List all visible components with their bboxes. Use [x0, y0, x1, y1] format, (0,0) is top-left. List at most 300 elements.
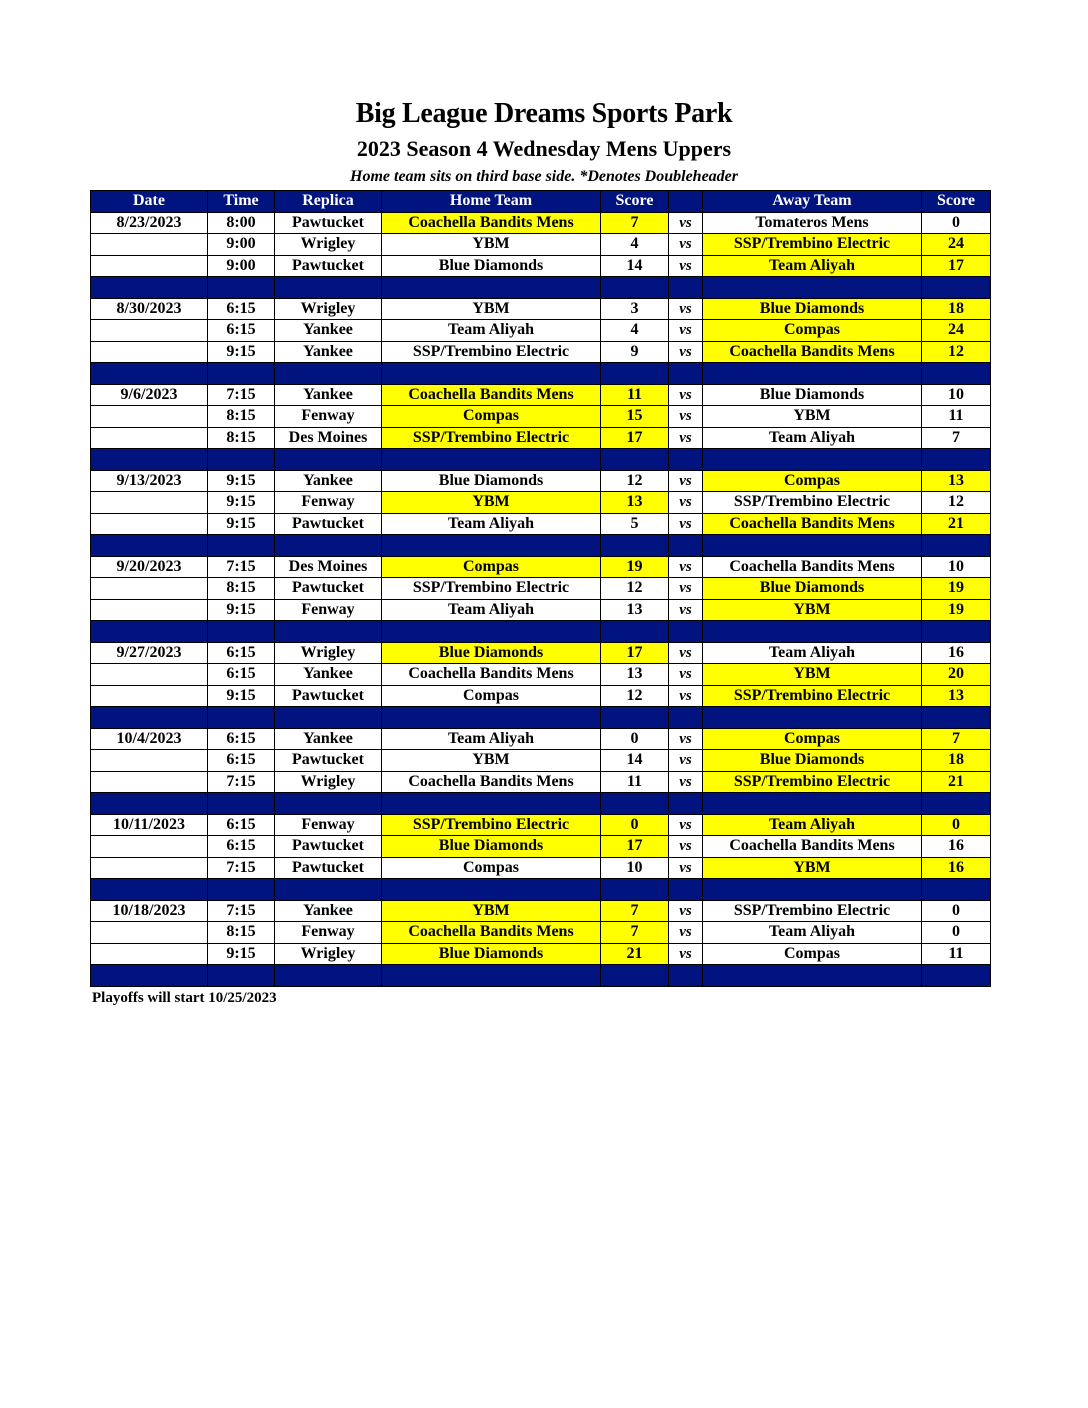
home-team: YBM [382, 900, 601, 922]
game-replica-field: Fenway [275, 599, 382, 621]
separator-cell [601, 879, 669, 901]
game-time: 6:15 [208, 728, 275, 750]
game-time: 9:15 [208, 513, 275, 535]
game-replica-field: Yankee [275, 900, 382, 922]
separator-cell [275, 707, 382, 729]
game-replica-field: Yankee [275, 341, 382, 363]
game-replica-field: Fenway [275, 406, 382, 428]
separator-cell [382, 449, 601, 471]
home-team: Coachella Bandits Mens [382, 664, 601, 686]
game-replica-field: Yankee [275, 470, 382, 492]
vs-label: vs [669, 255, 703, 277]
game-row [91, 685, 991, 707]
vs-label: vs [669, 664, 703, 686]
vs-label: vs [669, 900, 703, 922]
vs-label: vs [669, 341, 703, 363]
home-score: 9 [601, 341, 669, 363]
away-team: Team Aliyah [703, 642, 922, 664]
game-time: 6:15 [208, 750, 275, 772]
home-score: 15 [601, 406, 669, 428]
away-score: 12 [922, 341, 991, 363]
vs-label: vs [669, 212, 703, 234]
game-time: 6:15 [208, 664, 275, 686]
game-row [91, 642, 991, 664]
game-date: 10/18/2023 [91, 900, 208, 922]
game-date [91, 943, 208, 965]
home-team: YBM [382, 234, 601, 256]
away-score: 19 [922, 578, 991, 600]
vs-label: vs [669, 642, 703, 664]
game-replica-field: Pawtucket [275, 212, 382, 234]
separator-cell [91, 449, 208, 471]
game-row [91, 320, 991, 342]
home-score: 4 [601, 234, 669, 256]
away-score: 0 [922, 900, 991, 922]
separator-cell [669, 793, 703, 815]
vs-label: vs [669, 836, 703, 858]
game-row [91, 298, 991, 320]
home-score: 11 [601, 771, 669, 793]
home-score: 17 [601, 836, 669, 858]
separator-cell [382, 879, 601, 901]
game-time: 9:00 [208, 234, 275, 256]
home-score: 5 [601, 513, 669, 535]
away-score: 24 [922, 320, 991, 342]
away-score: 0 [922, 212, 991, 234]
vs-label: vs [669, 750, 703, 772]
separator-cell [91, 363, 208, 385]
separator-cell [922, 621, 991, 643]
game-replica-field: Des Moines [275, 427, 382, 449]
game-date: 8/30/2023 [91, 298, 208, 320]
home-score: 12 [601, 685, 669, 707]
game-replica-field: Pawtucket [275, 685, 382, 707]
game-date: 9/20/2023 [91, 556, 208, 578]
game-time: 8:15 [208, 578, 275, 600]
game-replica-field: Wrigley [275, 642, 382, 664]
separator-cell [922, 879, 991, 901]
home-score: 19 [601, 556, 669, 578]
game-time: 9:15 [208, 470, 275, 492]
game-time: 6:15 [208, 298, 275, 320]
col-header-vs [669, 191, 703, 213]
home-score: 0 [601, 814, 669, 836]
separator-cell [922, 277, 991, 299]
away-team: Compas [703, 470, 922, 492]
col-header-away-score: Score [922, 191, 991, 213]
game-replica-field: Wrigley [275, 234, 382, 256]
home-team: Team Aliyah [382, 513, 601, 535]
col-header-away-team: Away Team [703, 191, 922, 213]
game-row [91, 814, 991, 836]
game-date: 9/13/2023 [91, 470, 208, 492]
schedule-body [91, 212, 991, 986]
separator-cell [91, 621, 208, 643]
separator-cell [275, 621, 382, 643]
game-row [91, 427, 991, 449]
away-team: SSP/Trembino Electric [703, 685, 922, 707]
home-team: Blue Diamonds [382, 943, 601, 965]
game-time: 9:15 [208, 599, 275, 621]
game-row [91, 836, 991, 858]
game-time: 7:15 [208, 771, 275, 793]
home-score: 12 [601, 578, 669, 600]
away-team: YBM [703, 406, 922, 428]
vs-label: vs [669, 298, 703, 320]
away-score: 13 [922, 470, 991, 492]
away-score: 7 [922, 728, 991, 750]
game-time: 8:15 [208, 406, 275, 428]
home-score: 3 [601, 298, 669, 320]
home-score: 11 [601, 384, 669, 406]
separator-cell [208, 363, 275, 385]
separator-cell [91, 965, 208, 987]
separator-cell [922, 535, 991, 557]
game-date: 9/27/2023 [91, 642, 208, 664]
game-date [91, 771, 208, 793]
separator-cell [275, 277, 382, 299]
away-team: YBM [703, 599, 922, 621]
week-separator-row [91, 793, 991, 815]
away-team: Coachella Bandits Mens [703, 556, 922, 578]
vs-label: vs [669, 234, 703, 256]
week-separator-row [91, 965, 991, 987]
separator-cell [275, 793, 382, 815]
away-score: 0 [922, 922, 991, 944]
col-header-home-score: Score [601, 191, 669, 213]
separator-cell [703, 707, 922, 729]
game-time: 9:15 [208, 341, 275, 363]
home-team: Team Aliyah [382, 320, 601, 342]
separator-cell [91, 535, 208, 557]
separator-cell [275, 879, 382, 901]
away-team: Compas [703, 728, 922, 750]
vs-label: vs [669, 320, 703, 342]
separator-cell [601, 277, 669, 299]
game-time: 7:15 [208, 857, 275, 879]
game-replica-field: Wrigley [275, 298, 382, 320]
separator-cell [669, 449, 703, 471]
separator-cell [703, 363, 922, 385]
home-score: 17 [601, 642, 669, 664]
week-separator-row [91, 879, 991, 901]
separator-cell [669, 363, 703, 385]
game-row [91, 750, 991, 772]
game-row [91, 406, 991, 428]
game-replica-field: Fenway [275, 922, 382, 944]
week-separator-row [91, 277, 991, 299]
separator-cell [703, 793, 922, 815]
away-score: 16 [922, 642, 991, 664]
away-team: Coachella Bandits Mens [703, 836, 922, 858]
game-time: 7:15 [208, 384, 275, 406]
home-team: Coachella Bandits Mens [382, 384, 601, 406]
col-header-home-team: Home Team [382, 191, 601, 213]
away-team: Compas [703, 320, 922, 342]
page-subtitle: 2023 Season 4 Wednesday Mens Uppers [356, 136, 732, 161]
separator-cell [922, 449, 991, 471]
away-team: Team Aliyah [703, 255, 922, 277]
away-score: 18 [922, 750, 991, 772]
separator-cell [703, 277, 922, 299]
away-team: SSP/Trembino Electric [703, 234, 922, 256]
separator-cell [275, 449, 382, 471]
away-team: Team Aliyah [703, 814, 922, 836]
away-score: 0 [922, 814, 991, 836]
vs-label: vs [669, 814, 703, 836]
game-time: 8:00 [208, 212, 275, 234]
home-team: YBM [382, 298, 601, 320]
home-team: Coachella Bandits Mens [382, 212, 601, 234]
home-team: Blue Diamonds [382, 470, 601, 492]
game-date [91, 750, 208, 772]
away-score: 16 [922, 857, 991, 879]
home-team: Coachella Bandits Mens [382, 922, 601, 944]
game-replica-field: Wrigley [275, 771, 382, 793]
home-team: Compas [382, 406, 601, 428]
game-time: 9:15 [208, 943, 275, 965]
vs-label: vs [669, 578, 703, 600]
game-date [91, 513, 208, 535]
away-score: 10 [922, 556, 991, 578]
vs-label: vs [669, 685, 703, 707]
separator-cell [382, 621, 601, 643]
home-team: Blue Diamonds [382, 642, 601, 664]
game-date [91, 922, 208, 944]
separator-cell [382, 277, 601, 299]
home-team: YBM [382, 492, 601, 514]
home-team: Blue Diamonds [382, 255, 601, 277]
game-replica-field: Pawtucket [275, 836, 382, 858]
separator-cell [601, 535, 669, 557]
week-separator-row [91, 621, 991, 643]
separator-cell [208, 449, 275, 471]
game-date [91, 857, 208, 879]
home-team: Team Aliyah [382, 599, 601, 621]
game-row [91, 384, 991, 406]
game-time: 6:15 [208, 642, 275, 664]
away-score: 11 [922, 406, 991, 428]
game-time: 6:15 [208, 836, 275, 858]
away-team: SSP/Trembino Electric [703, 900, 922, 922]
vs-label: vs [669, 470, 703, 492]
home-score: 17 [601, 427, 669, 449]
away-team: Compas [703, 943, 922, 965]
separator-cell [669, 621, 703, 643]
separator-cell [382, 535, 601, 557]
separator-cell [669, 707, 703, 729]
away-team: Coachella Bandits Mens [703, 341, 922, 363]
game-row [91, 556, 991, 578]
game-replica-field: Wrigley [275, 943, 382, 965]
game-replica-field: Yankee [275, 320, 382, 342]
vs-label: vs [669, 492, 703, 514]
game-date: 9/6/2023 [91, 384, 208, 406]
away-score: 10 [922, 384, 991, 406]
game-date [91, 492, 208, 514]
separator-cell [922, 793, 991, 815]
game-row [91, 255, 991, 277]
separator-cell [669, 277, 703, 299]
separator-cell [601, 707, 669, 729]
home-team-note: Home team sits on third base side. *Denotes Doubleheader [350, 168, 738, 185]
away-score: 16 [922, 836, 991, 858]
separator-cell [703, 535, 922, 557]
game-date [91, 406, 208, 428]
separator-cell [601, 965, 669, 987]
game-row [91, 234, 991, 256]
separator-cell [922, 707, 991, 729]
game-replica-field: Pawtucket [275, 578, 382, 600]
vs-label: vs [669, 556, 703, 578]
game-row [91, 513, 991, 535]
home-team: Coachella Bandits Mens [382, 771, 601, 793]
game-replica-field: Pawtucket [275, 857, 382, 879]
game-date [91, 320, 208, 342]
game-row [91, 470, 991, 492]
col-header-time: Time [208, 191, 275, 213]
separator-cell [208, 793, 275, 815]
separator-cell [382, 965, 601, 987]
vs-label: vs [669, 771, 703, 793]
away-team: YBM [703, 857, 922, 879]
game-replica-field: Yankee [275, 664, 382, 686]
game-replica-field: Pawtucket [275, 255, 382, 277]
away-score: 13 [922, 685, 991, 707]
vs-label: vs [669, 513, 703, 535]
separator-cell [601, 449, 669, 471]
separator-cell [275, 363, 382, 385]
game-time: 6:15 [208, 320, 275, 342]
separator-cell [208, 965, 275, 987]
away-team: Blue Diamonds [703, 384, 922, 406]
home-team: SSP/Trembino Electric [382, 814, 601, 836]
away-score: 12 [922, 492, 991, 514]
game-replica-field: Pawtucket [275, 750, 382, 772]
home-score: 12 [601, 470, 669, 492]
game-time: 9:15 [208, 492, 275, 514]
game-date [91, 664, 208, 686]
game-time: 8:15 [208, 922, 275, 944]
away-score: 19 [922, 599, 991, 621]
game-date: 10/11/2023 [91, 814, 208, 836]
game-date [91, 578, 208, 600]
col-header-date: Date [91, 191, 208, 213]
vs-label: vs [669, 406, 703, 428]
game-row [91, 492, 991, 514]
game-date [91, 234, 208, 256]
home-team: SSP/Trembino Electric [382, 427, 601, 449]
game-date [91, 255, 208, 277]
separator-cell [208, 707, 275, 729]
away-team: Blue Diamonds [703, 750, 922, 772]
vs-label: vs [669, 728, 703, 750]
away-score: 21 [922, 771, 991, 793]
separator-cell [669, 535, 703, 557]
separator-cell [703, 449, 922, 471]
game-time: 7:15 [208, 556, 275, 578]
vs-label: vs [669, 922, 703, 944]
home-team: Blue Diamonds [382, 836, 601, 858]
home-score: 21 [601, 943, 669, 965]
col-header-replica: Replica [275, 191, 382, 213]
home-score: 10 [601, 857, 669, 879]
separator-cell [669, 879, 703, 901]
away-team: Team Aliyah [703, 922, 922, 944]
game-row [91, 900, 991, 922]
away-score: 24 [922, 234, 991, 256]
game-row [91, 212, 991, 234]
schedule-table [90, 190, 991, 987]
separator-cell [382, 793, 601, 815]
separator-cell [208, 879, 275, 901]
away-team: YBM [703, 664, 922, 686]
game-date: 10/4/2023 [91, 728, 208, 750]
home-score: 7 [601, 922, 669, 944]
home-team: Compas [382, 556, 601, 578]
game-time: 9:00 [208, 255, 275, 277]
vs-label: vs [669, 427, 703, 449]
home-team: Team Aliyah [382, 728, 601, 750]
game-replica-field: Des Moines [275, 556, 382, 578]
separator-cell [382, 707, 601, 729]
game-row [91, 922, 991, 944]
separator-cell [91, 707, 208, 729]
game-row [91, 599, 991, 621]
away-score: 11 [922, 943, 991, 965]
home-team: Compas [382, 857, 601, 879]
separator-cell [703, 879, 922, 901]
game-row [91, 578, 991, 600]
home-score: 7 [601, 212, 669, 234]
separator-cell [703, 965, 922, 987]
separator-cell [275, 535, 382, 557]
week-separator-row [91, 535, 991, 557]
playoffs-note: Playoffs will start 10/25/2023 [92, 990, 277, 1006]
game-date: 8/23/2023 [91, 212, 208, 234]
separator-cell [91, 277, 208, 299]
separator-cell [601, 793, 669, 815]
game-date [91, 427, 208, 449]
vs-label: vs [669, 943, 703, 965]
vs-label: vs [669, 857, 703, 879]
home-score: 0 [601, 728, 669, 750]
separator-cell [208, 277, 275, 299]
game-replica-field: Yankee [275, 728, 382, 750]
home-score: 13 [601, 664, 669, 686]
away-score: 20 [922, 664, 991, 686]
home-team: SSP/Trembino Electric [382, 341, 601, 363]
away-score: 21 [922, 513, 991, 535]
game-replica-field: Fenway [275, 814, 382, 836]
home-team: YBM [382, 750, 601, 772]
separator-cell [601, 363, 669, 385]
table-header-row [91, 191, 991, 213]
game-date [91, 599, 208, 621]
game-time: 7:15 [208, 900, 275, 922]
separator-cell [208, 621, 275, 643]
home-score: 7 [601, 900, 669, 922]
separator-cell [703, 621, 922, 643]
home-score: 14 [601, 750, 669, 772]
separator-cell [275, 965, 382, 987]
away-team: Tomateros Mens [703, 212, 922, 234]
separator-cell [382, 363, 601, 385]
separator-cell [601, 621, 669, 643]
game-row [91, 728, 991, 750]
away-score: 7 [922, 427, 991, 449]
game-time: 6:15 [208, 814, 275, 836]
